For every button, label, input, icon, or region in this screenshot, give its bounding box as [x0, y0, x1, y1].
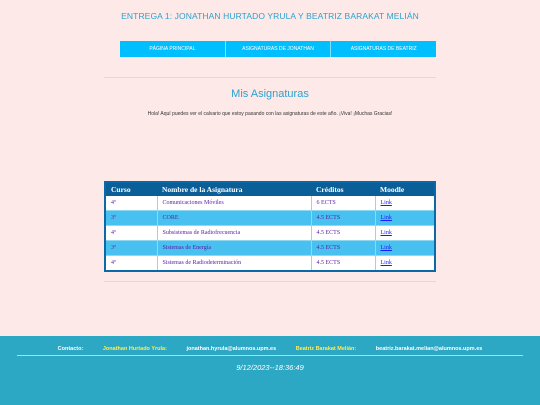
- moodle-link[interactable]: Link: [380, 215, 392, 221]
- table-row: [105, 256, 435, 272]
- moodle-link[interactable]: Link: [380, 260, 392, 266]
- cell-moodle: [375, 196, 435, 211]
- cell-nombre: CORE: [157, 211, 311, 226]
- moodle-link[interactable]: Link: [380, 230, 392, 236]
- table-row: [105, 211, 435, 226]
- table-row: [105, 226, 435, 241]
- cell-creditos: 4.5 ECTS: [311, 241, 375, 256]
- cell-moodle: [375, 226, 435, 241]
- cell-moodle: [375, 241, 435, 256]
- cell-moodle: [375, 256, 435, 272]
- subjects-table: [104, 181, 436, 272]
- divider-bottom: [104, 281, 436, 282]
- contact-line: [0, 346, 540, 352]
- nav-link-jonathan[interactable]: ASIGNATURAS DE JONATHAN: [226, 41, 332, 57]
- intro-text: Hola! Aquí puedes ver el calvario que estoy pasando con las asignaturas de este año. ¡Viva! ¡Muchas Gracias!: [147, 111, 393, 117]
- cell-nombre: Comunicaciones Móviles: [157, 196, 311, 211]
- contact-email-beatriz: beatriz.barakat.melian@alumnos.upm.es: [375, 346, 483, 352]
- header-nombre: Nombre de la Asignatura: [157, 182, 311, 196]
- contact-email-jonathan: jonathan.hyrula@alumnos.upm.es: [186, 346, 277, 352]
- nav-link-home[interactable]: PÁGINA PRINCIPAL: [120, 41, 226, 57]
- cell-nombre: Sistemas de Energía: [157, 241, 311, 256]
- cell-curso: 4º: [105, 196, 157, 211]
- footer-divider: [17, 355, 523, 356]
- page-footer: [0, 336, 540, 405]
- footer-datetime: 9/12/2023--18:36:49: [236, 363, 304, 372]
- moodle-link[interactable]: Link: [380, 245, 392, 251]
- cell-nombre: Sistemas de Radiodeterminación: [157, 256, 311, 272]
- contact-name-beatriz: Beatriz Barakat Melián:: [295, 346, 357, 352]
- cell-nombre: Subsistemas de Radiofrecuencia: [157, 226, 311, 241]
- page-title: Mis Asignaturas: [231, 88, 309, 100]
- cell-curso: 4º: [105, 226, 157, 241]
- site-title: ENTREGA 1: JONATHAN HURTADO YRULA Y BEATRIZ BARAKAT MELIÁN: [121, 11, 419, 21]
- header-curso: Curso: [105, 182, 157, 196]
- table-row: [105, 196, 435, 211]
- cell-moodle: [375, 211, 435, 226]
- cell-creditos: 4.5 ECTS: [311, 256, 375, 272]
- moodle-link[interactable]: Link: [380, 200, 392, 206]
- cell-creditos: 4.5 ECTS: [311, 226, 375, 241]
- cell-creditos: 4.5 ECTS: [311, 211, 375, 226]
- divider-top: [104, 77, 436, 78]
- contact-label: Contacto:: [57, 346, 84, 352]
- cell-curso: 3º: [105, 211, 157, 226]
- nav-link-beatriz[interactable]: ASIGNATURAS DE BEATRIZ: [350, 46, 417, 52]
- header-creditos: Créditos: [311, 182, 375, 196]
- contact-name-jonathan: Jonathan Hurtado Yrula:: [102, 346, 167, 352]
- table-header-row: [105, 182, 435, 196]
- header-moodle: Moodle: [375, 182, 435, 196]
- table-row: [105, 241, 435, 256]
- cell-creditos: 6 ECTS: [311, 196, 375, 211]
- cell-curso: 4º: [105, 256, 157, 272]
- cell-curso: 3º: [105, 241, 157, 256]
- main-nav: [120, 41, 436, 57]
